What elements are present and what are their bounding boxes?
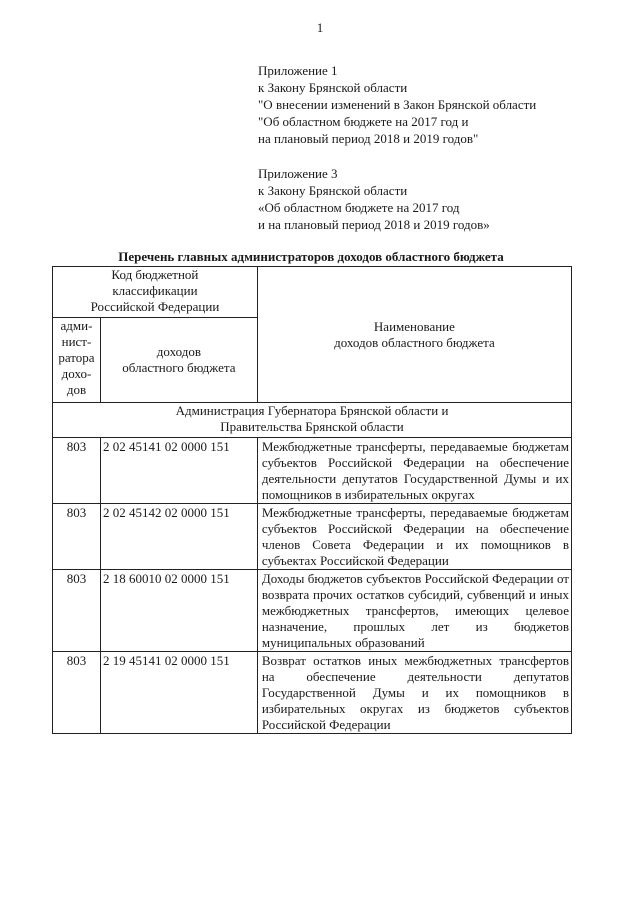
income-code-cell: 2 19 45141 02 0000 151 xyxy=(100,652,257,734)
income-name-cell: Возврат остатков иных межбюджетных трансфертов на обеспечение деятельности депутатов Государственной Думы и их помощников в избирательных округах из бюджетов субъектов Российской Федерации xyxy=(257,652,571,734)
header-admin-line: дохо- xyxy=(61,366,92,381)
income-name-cell: Межбюджетные трансферты, передаваемые бюджетам субъектов Российской Федерации на обеспечение членов Совета Федерации и их помощников в субъектах Российской Федерации xyxy=(257,504,571,570)
header-name-line: Наименование xyxy=(373,318,455,334)
section-title xyxy=(53,403,572,438)
table-header-row xyxy=(53,267,572,318)
administrators-table xyxy=(52,266,572,734)
admin-code-cell: 803 xyxy=(53,652,101,734)
table-row xyxy=(53,652,572,734)
header-income-code xyxy=(100,318,257,403)
appendix-3-line: Приложение 3 xyxy=(258,166,338,181)
appendix-1-line: "О внесении изменений в Закон Брянской области xyxy=(258,97,537,112)
header-income-name xyxy=(257,267,571,403)
page-number: 1 xyxy=(316,20,324,35)
income-code-cell: 2 02 45141 02 0000 151 xyxy=(100,438,257,504)
header-group-line: Российской Федерации xyxy=(90,299,220,314)
header-admin-line: ратора xyxy=(58,350,95,365)
appendix-1-line: Приложение 1 xyxy=(258,63,338,78)
income-code-cell: 2 02 45142 02 0000 151 xyxy=(100,504,257,570)
header-income-line: доходов xyxy=(156,344,201,359)
appendix-3-line: «Об областном бюджете на 2017 год xyxy=(258,200,460,215)
section-row xyxy=(53,403,572,438)
document-title: Перечень главных администраторов доходов областного бюджета xyxy=(118,249,504,264)
header-admin-line: нист- xyxy=(61,334,92,349)
header-admin-line: адми- xyxy=(60,318,93,333)
admin-code-cell: 803 xyxy=(53,504,101,570)
header-classification-code xyxy=(53,267,258,318)
header-income-line: областного бюджета xyxy=(122,360,236,375)
income-name-cell: Межбюджетные трансферты, передаваемые бюджетам субъектов Российской Федерации на обеспечение деятельности депутатов Государственной Думы и их помощников в избирательных округах xyxy=(257,438,571,504)
header-admin-line: дов xyxy=(66,382,87,397)
header-group-line: классификации xyxy=(112,283,198,298)
header-name-line: доходов областного бюджета xyxy=(334,334,495,350)
appendix-1-line: "Об областном бюджете на 2017 год и xyxy=(258,114,469,129)
table-row xyxy=(53,438,572,504)
appendix-1-line: к Закону Брянской области xyxy=(258,80,408,95)
table-row xyxy=(53,504,572,570)
section-title-line: Правительства Брянской области xyxy=(220,419,404,434)
income-code-cell: 2 18 60010 02 0000 151 xyxy=(100,570,257,652)
appendix-3-header xyxy=(258,165,490,233)
admin-code-cell: 803 xyxy=(53,438,101,504)
header-administrator xyxy=(53,318,101,403)
appendix-1-line: на плановый период 2018 и 2019 годов" xyxy=(258,131,479,146)
appendix-3-line: к Закону Брянской области xyxy=(258,183,408,198)
appendix-1-header xyxy=(258,62,536,147)
header-group-line: Код бюджетной xyxy=(111,267,199,282)
table-row xyxy=(53,570,572,652)
section-title-line: Администрация Губернатора Брянской области и xyxy=(175,403,449,418)
appendix-3-line: и на плановый период 2018 и 2019 годов» xyxy=(258,217,490,232)
admin-code-cell: 803 xyxy=(53,570,101,652)
income-name-cell: Доходы бюджетов субъектов Российской Федерации от возврата прочих остатков субсидий, субвенций и иных межбюджетных трансфертов, имеющих целевое назначение, прошлых лет из бюджетов муниципальных образований xyxy=(257,570,571,652)
